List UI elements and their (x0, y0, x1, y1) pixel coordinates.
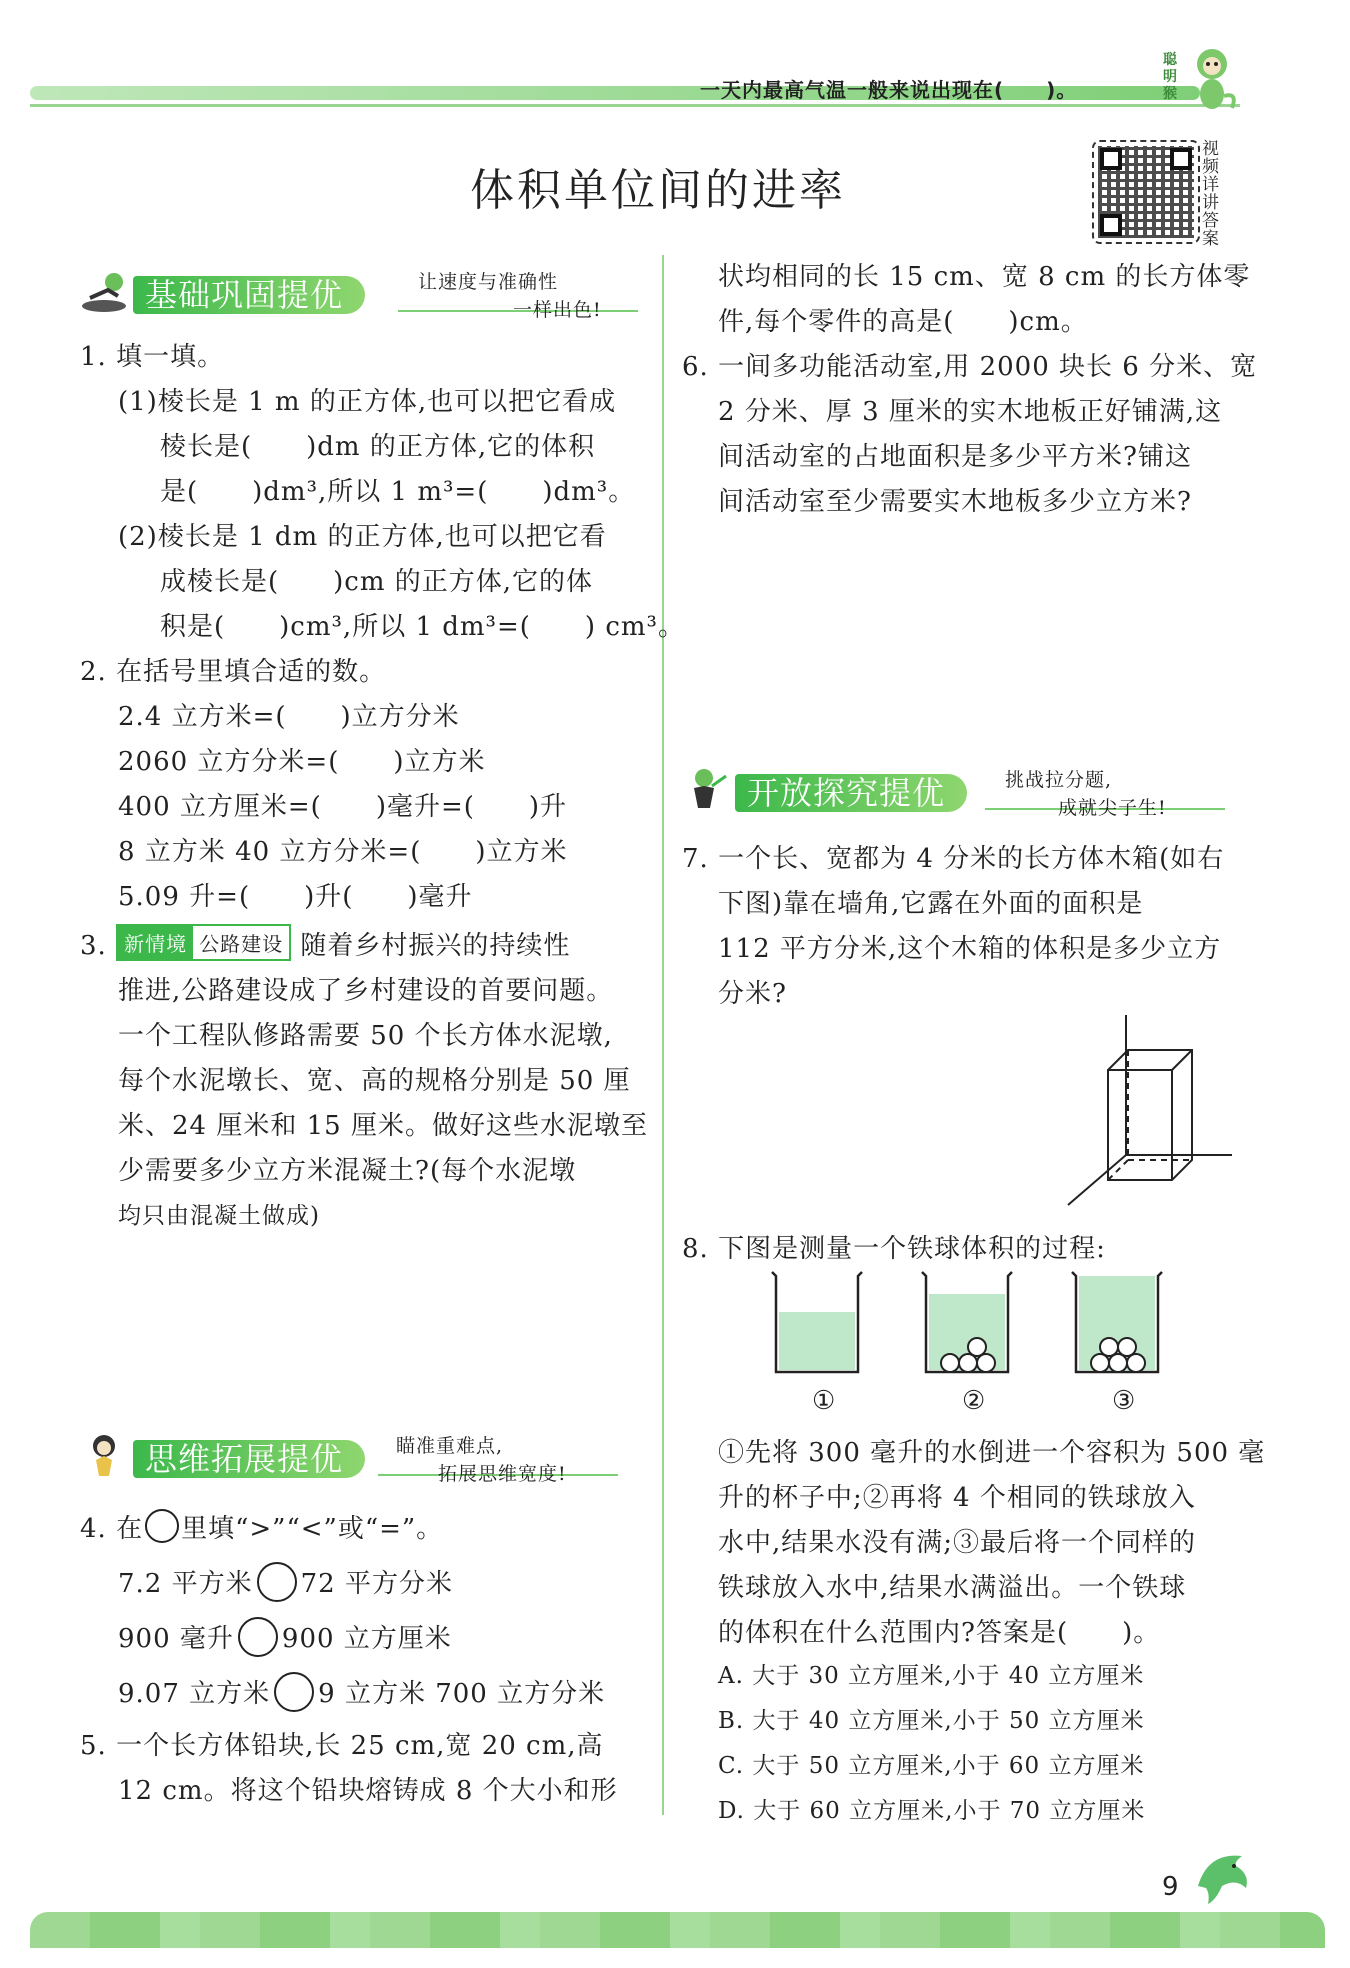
section-basic-label: 基础巩固提优 (133, 276, 365, 314)
q7-line: 112 平方分米,这个木箱的体积是多少立方 (718, 934, 1222, 964)
section-extend-slogan2: 拓展思维宽度! (438, 1463, 567, 1485)
page-title: 体积单位间的进率 (470, 165, 846, 216)
q7-line: 分米? (718, 979, 787, 1009)
q3-line: 均只由混凝土做成) (118, 1203, 320, 1229)
q8-line: 铁球放入水中,结果水满溢出。一个铁球 (718, 1573, 1187, 1603)
q3-line: 一个工程队修路需要 50 个长方体水泥墩, (118, 1021, 613, 1051)
answer-circle[interactable] (274, 1672, 314, 1712)
q7-line: 下图)靠在墙角,它露在外面的面积是 (718, 889, 1144, 919)
answer-circle[interactable] (238, 1617, 278, 1657)
q1-line: 棱长是( )dm 的正方体,它的体积 (160, 432, 596, 462)
section-explore (680, 766, 1225, 819)
q6-line: 间活动室至少需要实木地板多少立方米? (718, 487, 1192, 517)
q6-line: 2 分米、厚 3 厘米的实木地板正好铺满,这 (718, 397, 1223, 427)
q4-row: 900 毫升 900 立方厘米 (118, 1617, 452, 1657)
mascot-label: 聪明猴 (1163, 52, 1177, 102)
q1-title: 1. 填一填。 (80, 342, 225, 372)
q8-title: 8. 下图是测量一个铁球体积的过程: (682, 1234, 1106, 1264)
q5-line: 状均相同的长 15 cm、宽 8 cm 的长方体零 (718, 262, 1251, 292)
q3-line: 米、24 厘米和 15 厘米。做好这些水泥墩至 (118, 1111, 648, 1141)
q4-row: 7.2 平方米 72 平方分米 (118, 1562, 453, 1602)
beaker-1 (772, 1272, 862, 1372)
q1-line: 是( )dm³,所以 1 m³=( )dm³。 (160, 477, 636, 507)
header-line (30, 104, 1240, 107)
q5-line: 12 cm。将这个铅块熔铸成 8 个大小和形 (118, 1776, 618, 1806)
q5-line: 件,每个零件的高是( )cm。 (718, 307, 1088, 337)
q8-option: D. 大于 60 立方厘米,小于 70 立方厘米 (718, 1798, 1146, 1824)
qr-label: 视频详讲答案 (1202, 139, 1219, 249)
q2-line: 5.09 升=( )升( )毫升 (118, 882, 473, 912)
beaker-3 (1072, 1272, 1162, 1372)
q8-option: C. 大于 50 立方厘米,小于 60 立方厘米 (718, 1753, 1145, 1779)
q2-line: 8 立方米 40 立方分米=( )立方米 (118, 837, 568, 867)
q8-line: 升的杯子中;②再将 4 个相同的铁球放入 (718, 1483, 1196, 1513)
explorer-mascot-icon (682, 766, 734, 812)
q1-line: 积是( )cm³,所以 1 dm³=( ) cm³。 (160, 612, 685, 642)
section-basic-slogan2: 一样出色! (513, 299, 602, 321)
q4-row: 9.07 立方米 9 立方米 700 立方分米 (118, 1672, 605, 1712)
box-in-corner-figure (1060, 1010, 1240, 1210)
page-number: 9 (1162, 1872, 1179, 1902)
q7-line: 7. 一个长、宽都为 4 分米的长方体木箱(如右 (682, 844, 1225, 874)
thinker-mascot-icon (80, 1432, 132, 1478)
footer-bar (30, 1912, 1325, 1948)
q3-number: 3. (80, 931, 107, 961)
q4-title: 4. 在 里填“>”“<”或“=”。 (80, 1508, 443, 1545)
q8-line: 的体积在什么范围内?答案是( )。 (718, 1618, 1161, 1648)
beaker-label: ② (962, 1386, 987, 1416)
q2-line: 2060 立方分米=( )立方米 (118, 747, 486, 777)
q1-line: (1)棱长是 1 m 的正方体,也可以把它看成 (118, 387, 617, 417)
q3-line: 每个水泥墩长、宽、高的规格分别是 50 厘 (118, 1066, 631, 1096)
q2-title: 2. 在括号里填合适的数。 (80, 657, 387, 687)
section-explore-label: 开放探究提优 (735, 774, 967, 812)
section-extend-label: 思维拓展提优 (133, 1440, 365, 1478)
column-divider (662, 255, 664, 1815)
section-extend-slogan1: 瞄准重难点, (396, 1435, 504, 1457)
beaker-2 (922, 1272, 1012, 1372)
context-topic-badge: 公路建设 (191, 924, 291, 961)
q1-line: 成棱长是( )cm 的正方体,它的体 (160, 567, 594, 597)
q8-option: B. 大于 40 立方厘米,小于 50 立方厘米 (718, 1708, 1145, 1734)
q6-line: 间活动室的占地面积是多少平方米?铺这 (718, 442, 1192, 472)
compare-circle-icon (145, 1509, 179, 1543)
section-basic-slogan1: 让速度与准确性 (418, 271, 559, 293)
qr-code-icon[interactable] (1092, 140, 1200, 244)
beaker-label: ① (812, 1386, 837, 1416)
q6-line: 6. 一间多功能活动室,用 2000 块长 6 分米、宽 (682, 352, 1258, 382)
new-context-badge: 新情境 (116, 924, 195, 961)
section-explore-slogan1: 挑战拉分题, (1005, 769, 1113, 791)
beaker-label: ③ (1112, 1386, 1137, 1416)
section-basic (78, 268, 638, 321)
q8-line: 水中,结果水没有满;③最后将一个同样的 (718, 1528, 1197, 1558)
q2-line: 2.4 立方米=( )立方分米 (118, 702, 460, 732)
runner-mascot-icon (80, 268, 132, 314)
section-extend (78, 1432, 618, 1485)
q3-line: 推进,公路建设成了乡村建设的首要问题。 (118, 976, 614, 1006)
q3-line: 少需要多少立方米混凝土?(每个水泥墩 (118, 1156, 577, 1186)
section-explore-slogan2: 成就尖子生! (1058, 797, 1167, 819)
q8-line: ①先将 300 毫升的水倒进一个容积为 500 毫 (718, 1438, 1266, 1468)
beakers-figure (770, 1268, 1180, 1380)
dolphin-icon (1188, 1846, 1258, 1916)
q3-line: 随着乡村振兴的持续性 (300, 931, 571, 961)
q1-line: (2)棱长是 1 dm 的正方体,也可以把它看 (118, 522, 607, 552)
q5-line: 5. 一个长方体铅块,长 25 cm,宽 20 cm,高 (80, 1731, 604, 1761)
answer-circle[interactable] (257, 1562, 297, 1602)
header-tip: 一天内最高气温一般来说出现在( )。 (700, 78, 1078, 102)
q2-line: 400 立方厘米=( )毫升=( )升 (118, 792, 568, 822)
q3-first-line (80, 924, 570, 962)
q8-option: A. 大于 30 立方厘米,小于 40 立方厘米 (718, 1663, 1145, 1689)
